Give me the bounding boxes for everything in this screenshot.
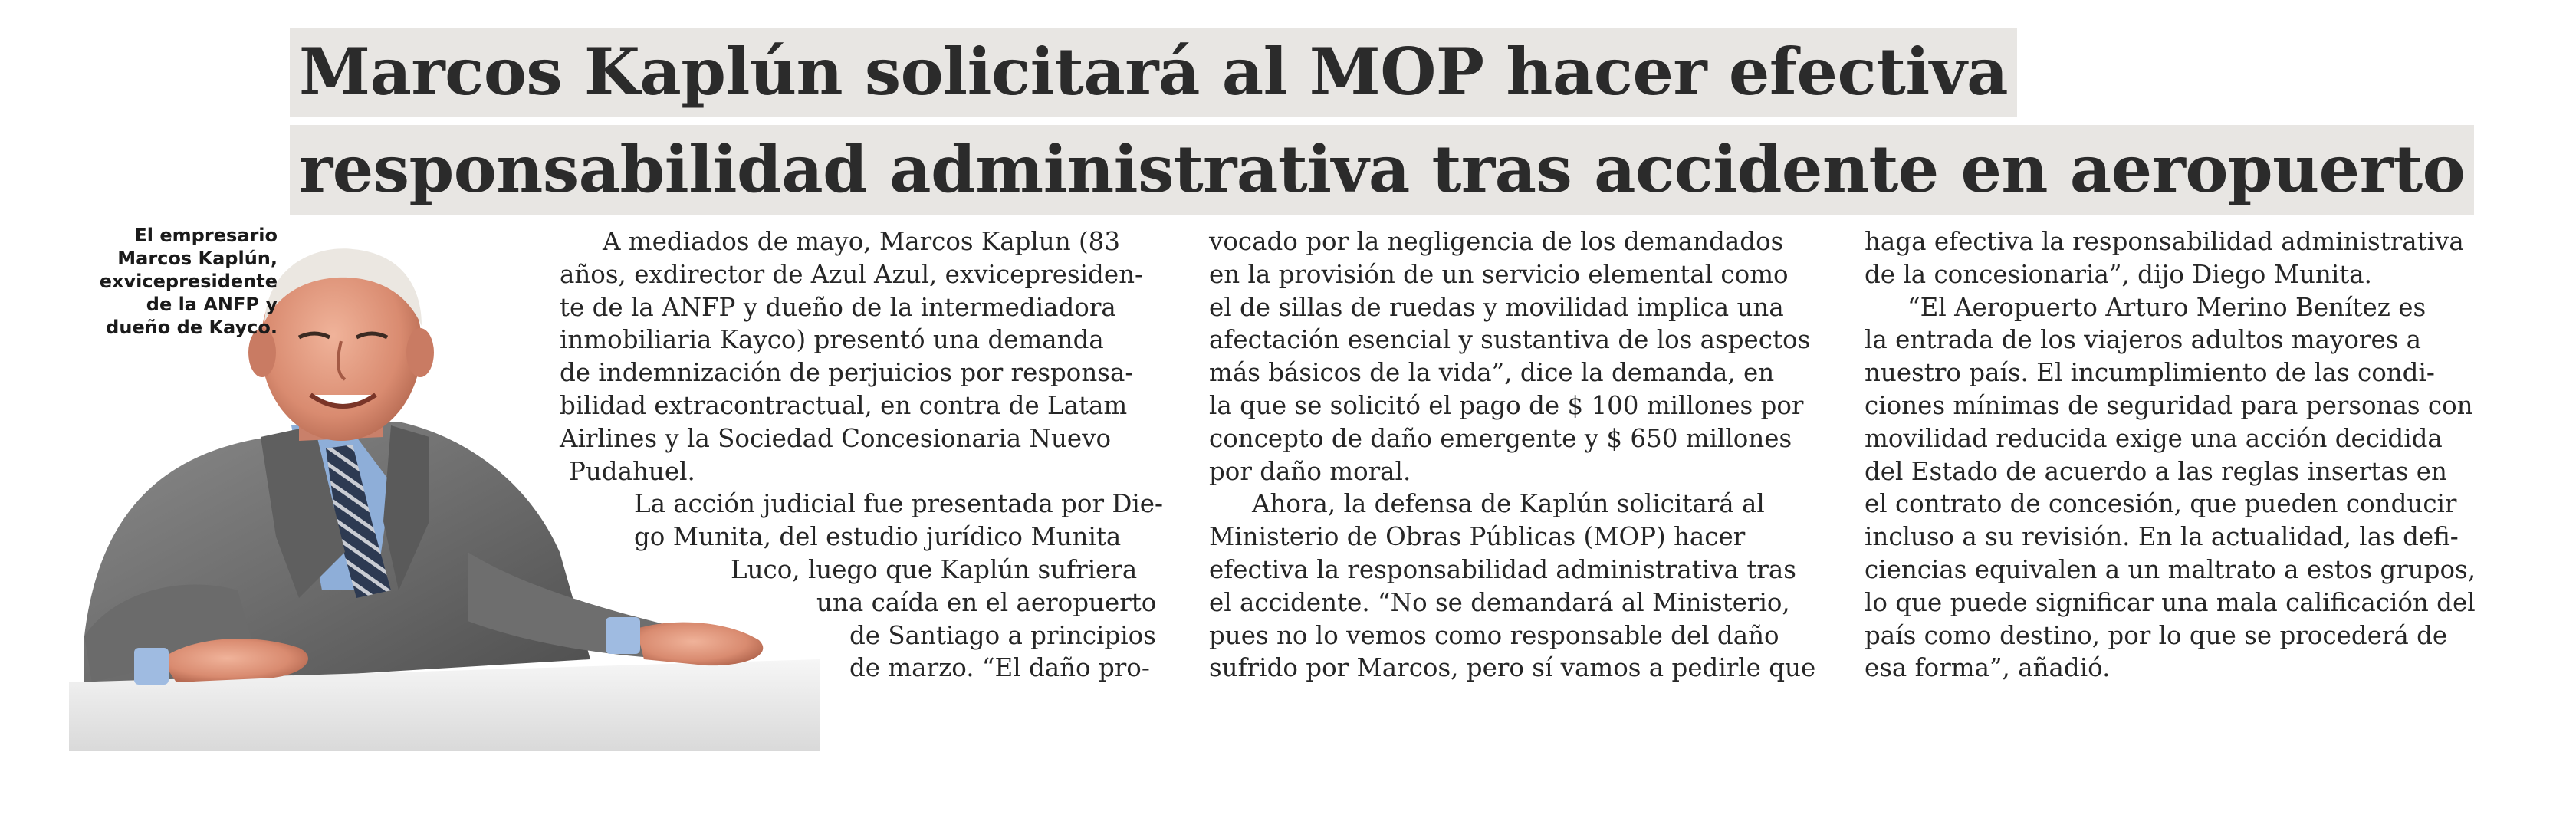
body-line: Luco, luego que Kaplún sufriera bbox=[731, 554, 1138, 584]
body-line: pues no lo vemos como responsable del daño bbox=[1209, 620, 1779, 650]
body-line: lo que puede significar una mala calificación del bbox=[1865, 587, 2476, 617]
body-line: del Estado de acuerdo a las reglas insertas en bbox=[1865, 456, 2447, 486]
body-line: de marzo. “El daño pro- bbox=[849, 653, 1150, 683]
body-line: años, exdirector de Azul Azul, exvicepresiden- bbox=[560, 259, 1143, 289]
caption-line: dueño de Kayco. bbox=[106, 317, 278, 338]
body-line: Ministerio de Obras Públicas (MOP) hacer bbox=[1209, 522, 1746, 552]
article-column-3 bbox=[1865, 225, 2476, 685]
photo-caption bbox=[48, 224, 278, 339]
body-line: Airlines y la Sociedad Concesionaria Nuevo bbox=[560, 423, 1112, 453]
body-line: efectiva la responsabilidad administrativa tras bbox=[1209, 554, 1796, 584]
body-line: La acción judicial fue presentada por Die- bbox=[634, 489, 1163, 519]
body-line: incluso a su revisión. En la actualidad, las defi- bbox=[1865, 522, 2459, 552]
body-line: el de sillas de ruedas y movilidad implica una bbox=[1209, 292, 1784, 322]
body-line: el contrato de concesión, que pueden conducir bbox=[1865, 489, 2457, 519]
body-line: haga efectiva la responsabilidad administrativa bbox=[1865, 227, 2464, 256]
body-line: ciones mínimas de seguridad para personas con bbox=[1865, 390, 2473, 420]
body-line: Ahora, la defensa de Kaplún solicitará al bbox=[1252, 489, 1765, 519]
body-line: nuestro país. El incumplimiento de las condi- bbox=[1865, 358, 2435, 388]
body-line: de indemnización de perjuicios por responsa- bbox=[560, 358, 1134, 388]
article-column-2 bbox=[1209, 225, 1815, 685]
body-line: te de la ANFP y dueño de la intermediadora bbox=[560, 292, 1116, 322]
body-line: ciencias equivalen a un maltrato a estos grupos, bbox=[1865, 554, 2476, 584]
caption-line: de la ANFP y bbox=[146, 294, 278, 315]
caption-line: Marcos Kaplún, bbox=[117, 248, 278, 269]
body-line: go Munita, del estudio jurídico Munita bbox=[634, 522, 1122, 552]
body-line: el accidente. “No se demandará al Ministerio, bbox=[1209, 587, 1790, 617]
body-line: la entrada de los viajeros adultos mayores a bbox=[1865, 325, 2422, 355]
body-line: país como destino, por lo que se procederá de bbox=[1865, 620, 2448, 650]
body-line: de Santiago a principios bbox=[849, 620, 1156, 650]
body-line: vocado por la negligencia de los demandados bbox=[1209, 227, 1784, 256]
body-line: en la provisión de un servicio elemental como bbox=[1209, 259, 1789, 289]
body-line: movilidad reducida exige una acción decidida bbox=[1865, 423, 2443, 453]
caption-line: exvicepresidente bbox=[99, 271, 278, 292]
headline bbox=[290, 28, 2474, 222]
body-line: A mediados de mayo, Marcos Kaplun (83 bbox=[603, 227, 1121, 256]
body-line: Pudahuel. bbox=[569, 456, 695, 486]
headline-line-1: Marcos Kaplún solicitará al MOP hacer efectiva bbox=[290, 28, 2017, 117]
body-line: más básicos de la vida”, dice la demanda, en bbox=[1209, 358, 1775, 388]
body-line: “El Aeropuerto Arturo Merino Benítez es bbox=[1907, 292, 2426, 322]
headline-line-2: responsabilidad administrativa tras accidente en aeropuerto bbox=[290, 125, 2474, 215]
body-line: una caída en el aeropuerto bbox=[816, 587, 1157, 617]
body-line: por daño moral. bbox=[1209, 456, 1411, 486]
body-line: concepto de daño emergente y $ 650 millones bbox=[1209, 423, 1792, 453]
body-line: sufrido por Marcos, pero sí vamos a pedirle que bbox=[1209, 653, 1816, 683]
body-line: de la concesionaria”, dijo Diego Munita. bbox=[1865, 259, 2372, 289]
caption-line: El empresario bbox=[134, 225, 278, 246]
body-line: esa forma”, añadió. bbox=[1865, 653, 2111, 683]
body-line: bilidad extracontractual, en contra de Latam bbox=[560, 390, 1128, 420]
body-line: inmobiliaria Kayco) presentó una demanda bbox=[560, 325, 1104, 355]
body-line: la que se solicitó el pago de $ 100 millones por bbox=[1209, 390, 1804, 420]
body-line: afectación esencial y sustantiva de los aspectos bbox=[1209, 325, 1811, 355]
article-column-1 bbox=[560, 225, 1163, 685]
